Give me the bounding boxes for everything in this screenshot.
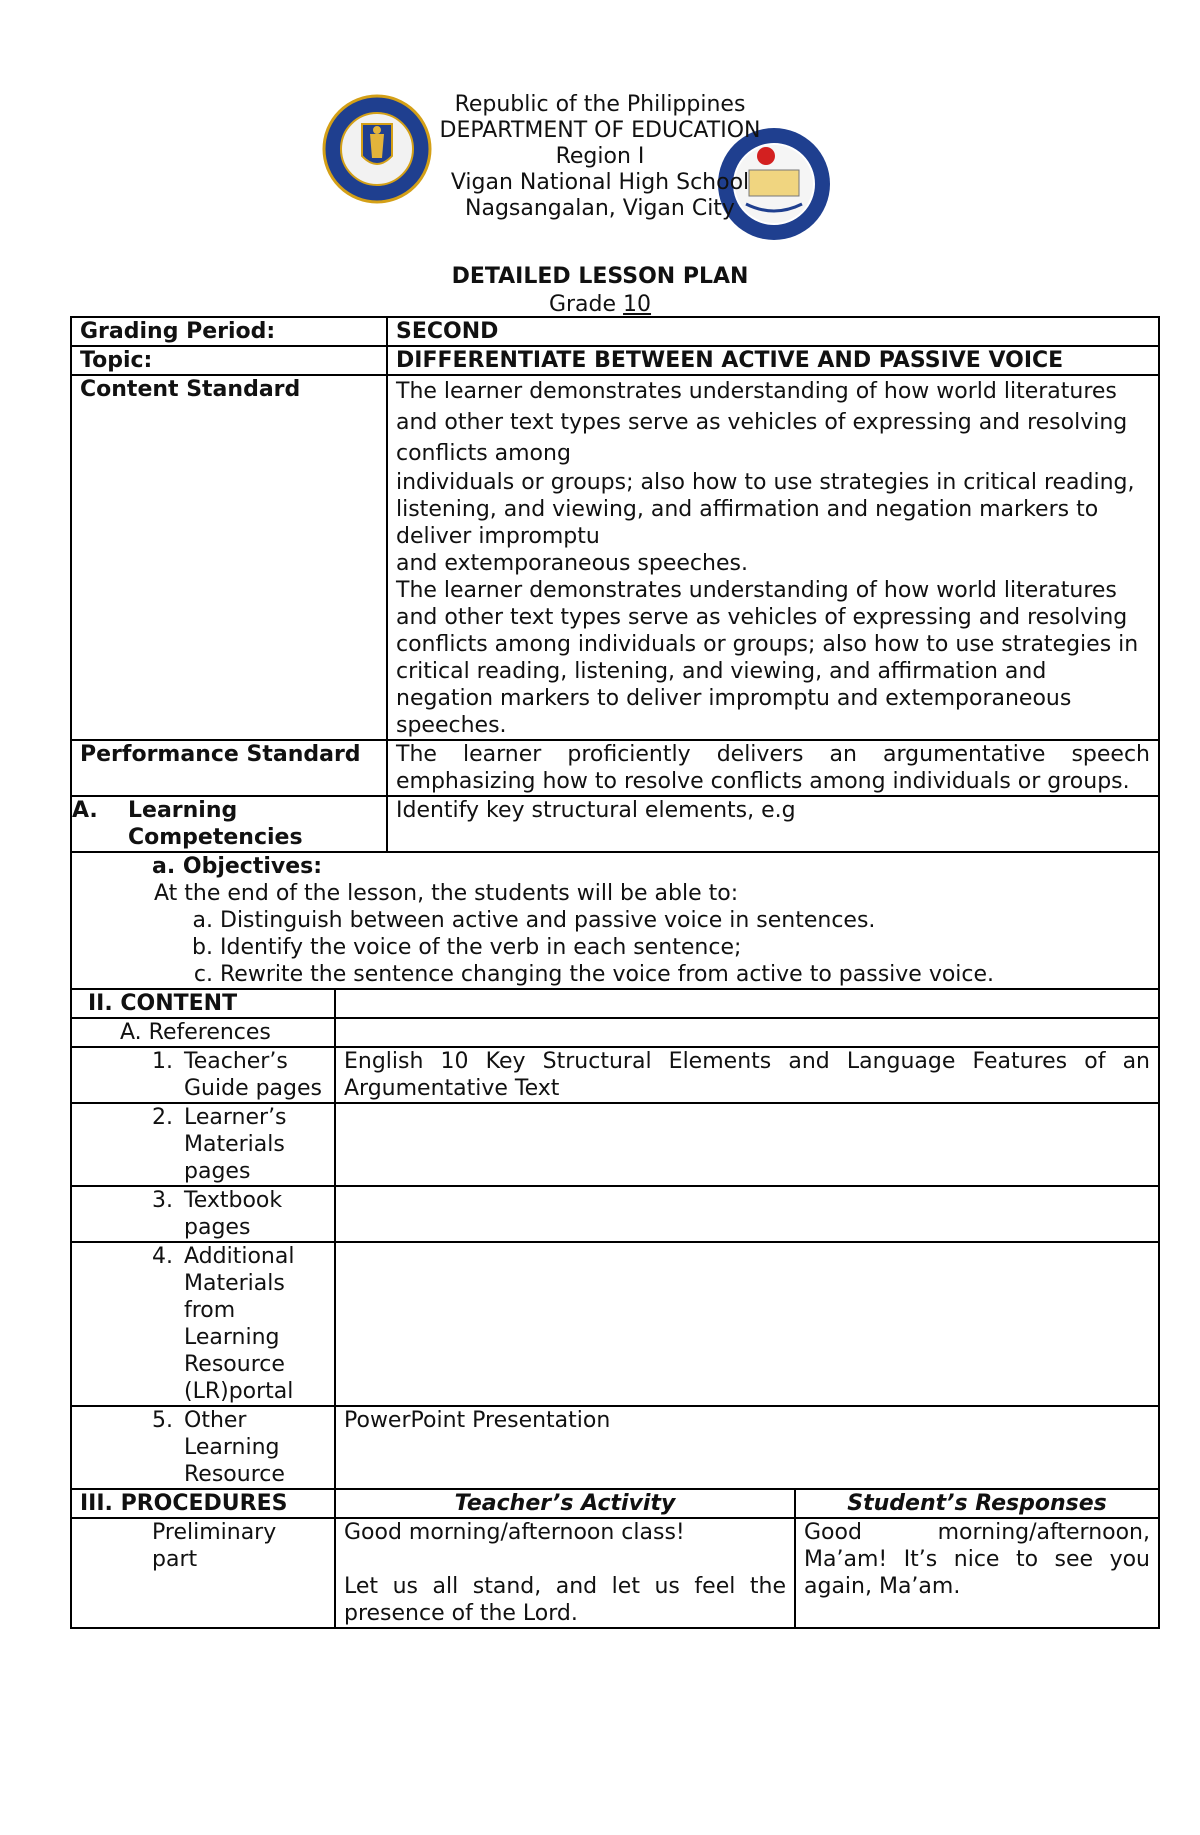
ref-learners-materials-label [71,1103,335,1186]
document-title: DETAILED LESSON PLAN [451,264,749,289]
table-row [71,1018,1159,1047]
table-row [71,346,1159,375]
content-standard-label: Content Standard [71,375,387,740]
ref-number: 4. [152,1244,173,1269]
school-line: Vigan National High School [450,170,750,195]
list-item: a. Distinguish between active and passive voice in sentences. [220,907,1150,934]
table-row [71,375,1159,740]
preliminary-part-label: Preliminary part [71,1518,335,1628]
teacher-prayer: Let us all stand, and let us feel the presence of the Lord. [344,1574,786,1626]
topic-value: DIFFERENTIATE BETWEEN ACTIVE AND PASSIVE VOICE [387,346,1159,375]
table-row [71,740,1159,796]
ref-label: Other Learning Resource [184,1408,285,1487]
objectives-heading: a. Objectives: [152,854,323,879]
objectives-intro: At the end of the lesson, the students will be able to: [154,881,739,906]
ref-label: Learner’s Materials pages [184,1105,287,1184]
table-row [71,1489,1159,1518]
grading-period-value: SECOND [387,317,1159,346]
content-standard-text-1: The learner demonstrates understanding of how world literatures and other text types serve as vehicles of expressing and resolving conflicts among [396,379,1128,466]
ref-number: 1. [152,1049,173,1074]
content-standard-text-3: and extemporaneous speeches. [396,551,748,576]
student-responses-heading: Student’s Responses [795,1489,1159,1518]
ref-label: Teacher’s Guide pages [184,1049,323,1101]
grade-value: 10 [623,292,652,317]
content-heading: II. CONTENT [71,989,335,1018]
procedures-heading: III. PROCEDURES [71,1489,335,1518]
table-row [71,1406,1159,1489]
performance-standard-value: The learner proficiently delivers an argumentative speech emphasizing how to resolve conflicts among individuals or groups. [387,740,1159,796]
lesson-plan-table [70,316,1160,1629]
table-row [71,1242,1159,1406]
ref-number: 2. [152,1105,173,1130]
ref-teachers-guide-value: English 10 Key Structural Elements and Language Features of an Argumentative Text [335,1047,1159,1103]
table-row [71,796,1159,852]
teacher-greeting: Good morning/afternoon class! [344,1520,685,1545]
table-row [71,1186,1159,1242]
content-standard-text-2: individuals or groups; also how to use strategies in critical reading, listening, and viewing, and affirmation and negation markers to deliver impromptu [396,470,1135,549]
ref-other-resource-label [71,1406,335,1489]
table-row [71,989,1159,1018]
ref-additional-materials-value [335,1242,1159,1406]
ref-label: Textbook pages [184,1188,283,1240]
republic-line: Republic of the Philippines [454,92,746,117]
grade-line [0,292,1200,317]
table-row [71,1518,1159,1628]
table-row [71,1103,1159,1186]
ref-number: 3. [152,1188,173,1213]
letterhead [0,92,1200,222]
table-row [71,317,1159,346]
objectives-cell [71,852,1159,989]
competencies-prefix: A. [72,798,98,823]
department-line: DEPARTMENT OF EDUCATION [439,118,761,143]
competencies-text: Learning Competencies [128,798,303,850]
list-item: c. Rewrite the sentence changing the voice from active to passive voice. [220,961,1150,988]
teacher-activity-cell [335,1518,795,1628]
grading-period-label: Grading Period: [71,317,387,346]
content-standard-value [387,375,1159,740]
ref-teachers-guide-label [71,1047,335,1103]
ref-label: Additional Materials from Learning Resource (LR)portal [184,1244,295,1404]
student-responses-cell: Good morning/afternoon, Ma’am! It’s nice to see you again, Ma’am. [795,1518,1159,1628]
list-item: b. Identify the voice of the verb in each sentence; [220,934,1150,961]
performance-standard-label: Performance Standard [71,740,387,796]
references-label: A. References [71,1018,335,1047]
grade-label: Grade [548,292,617,317]
ref-learners-materials-value [335,1103,1159,1186]
content-heading-blank [335,989,1159,1018]
objectives-list [184,907,1150,988]
ref-textbook-value [335,1186,1159,1242]
ref-number: 5. [152,1408,173,1433]
topic-label: Topic: [71,346,387,375]
address-line: Nagsangalan, Vigan City [465,196,735,221]
learning-competencies-label [71,796,387,852]
learning-competencies-value: Identify key structural elements, e.g [387,796,1159,852]
ref-textbook-label [71,1186,335,1242]
teacher-activity-heading: Teacher’s Activity [335,1489,795,1518]
ref-additional-materials-label [71,1242,335,1406]
ref-other-resource-value: PowerPoint Presentation [335,1406,1159,1489]
table-row [71,852,1159,989]
references-blank [335,1018,1159,1047]
region-line: Region I [555,144,645,169]
content-standard-text-4: The learner demonstrates understanding of how world literatures and other text types serve as vehicles of expressing and resolving conflicts among individuals or groups; also how to use strategies in critical reading, listening, and viewing, and affirmation and negation markers to deliver impromptu and extemporaneous speeches. [396,578,1139,738]
table-row [71,1047,1159,1103]
